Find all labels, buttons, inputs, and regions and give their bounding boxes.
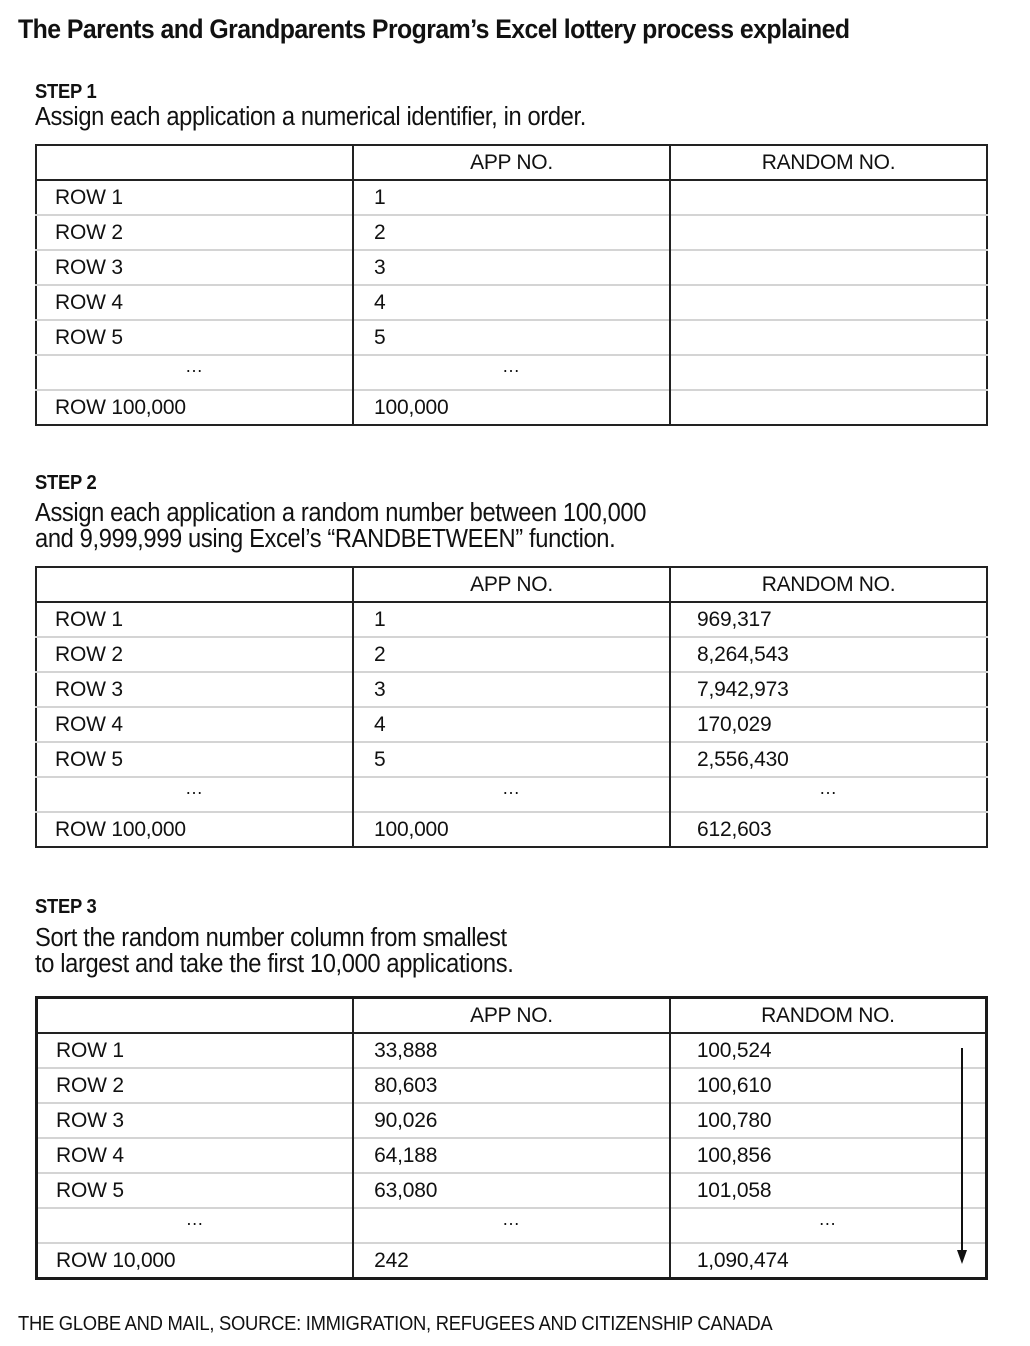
app-no-cell: … bbox=[353, 777, 670, 812]
random-no-cell: 2,556,430 bbox=[670, 742, 987, 777]
app-no-cell: … bbox=[353, 355, 670, 390]
step-1-description bbox=[35, 104, 586, 130]
row-label-cell: … bbox=[37, 1208, 354, 1243]
header-row-label bbox=[36, 145, 353, 180]
step-3-description-line: to largest and take the first 10,000 applications. bbox=[35, 950, 514, 978]
table-header-row bbox=[37, 998, 987, 1034]
step-3-description-line: Sort the random number column from smallest bbox=[35, 924, 507, 952]
table-row bbox=[36, 742, 987, 777]
random-no-cell: 969,317 bbox=[670, 602, 987, 637]
random-no-cell: 612,603 bbox=[670, 812, 987, 847]
random-no-cell bbox=[670, 355, 987, 390]
app-no-cell: 3 bbox=[353, 672, 670, 707]
table-row bbox=[37, 1033, 987, 1068]
row-label-cell: ROW 100,000 bbox=[36, 390, 353, 425]
row-label-cell: ROW 1 bbox=[55, 185, 123, 209]
app-no-cell: 63,080 bbox=[353, 1173, 670, 1208]
sort-ascending-arrow bbox=[955, 1048, 969, 1264]
header-random-no: RANDOM NO. bbox=[670, 145, 987, 180]
row-label-cell: ROW 5 bbox=[36, 742, 353, 777]
random-no-cell: 101,058 bbox=[670, 1173, 987, 1208]
app-no-cell: 33,888 bbox=[353, 1033, 670, 1068]
random-no-cell: 7,942,973 bbox=[670, 672, 987, 707]
app-no-cell: 2 bbox=[353, 215, 670, 250]
app-no-cell: 4 bbox=[353, 285, 670, 320]
table-row bbox=[37, 1173, 987, 1208]
random-no-cell: 1,090,474 bbox=[670, 1243, 987, 1279]
row-label-cell: ROW 10,000 bbox=[37, 1243, 354, 1279]
table-row bbox=[36, 390, 987, 425]
header-row-label bbox=[36, 567, 353, 602]
table-row bbox=[36, 672, 987, 707]
app-no-cell: 5 bbox=[353, 742, 670, 777]
app-no-cell: 1 bbox=[353, 180, 670, 215]
header-app-no: APP NO. bbox=[353, 145, 670, 180]
row-label-cell: ROW 4 bbox=[37, 1138, 354, 1173]
row-label-cell: ROW 2 bbox=[37, 1068, 354, 1103]
table-row bbox=[36, 320, 987, 355]
random-no-cell: 100,856 bbox=[670, 1138, 987, 1173]
app-no-cell: 90,026 bbox=[353, 1103, 670, 1138]
table-row bbox=[36, 285, 987, 320]
app-no-cell: 100,000 bbox=[353, 390, 670, 425]
header-random-no: RANDOM NO. bbox=[670, 998, 987, 1034]
random-no-cell bbox=[670, 320, 987, 355]
table-row bbox=[37, 1138, 987, 1173]
row-label-cell: ROW 2 bbox=[36, 215, 353, 250]
header-app-no: APP NO. bbox=[353, 567, 670, 602]
row-label-cell: ROW 1 bbox=[55, 607, 123, 631]
row-label-cell: ROW 3 bbox=[36, 672, 353, 707]
table-row bbox=[37, 1068, 987, 1103]
arrow-down-icon bbox=[955, 1048, 969, 1264]
row-label-cell: ROW 5 bbox=[37, 1173, 354, 1208]
random-no-cell bbox=[670, 180, 987, 215]
random-no-cell bbox=[670, 215, 987, 250]
table-row bbox=[36, 707, 987, 742]
table-row bbox=[36, 637, 987, 672]
row-label-cell: ROW 1 bbox=[56, 1038, 124, 1062]
step-2-label: STEP 2 bbox=[35, 472, 97, 494]
header-app-no: APP NO. bbox=[353, 998, 670, 1034]
table-row bbox=[36, 180, 987, 215]
random-no-cell: … bbox=[670, 777, 987, 812]
step-2-description-line: Assign each application a random number between 100,000 bbox=[35, 499, 647, 527]
table-row bbox=[37, 1103, 987, 1138]
table-row bbox=[36, 250, 987, 285]
random-no-cell: … bbox=[670, 1208, 987, 1243]
table-row bbox=[36, 812, 987, 847]
row-label-cell: … bbox=[36, 355, 353, 390]
random-no-cell: 100,610 bbox=[670, 1068, 987, 1103]
table-header-row bbox=[36, 145, 987, 180]
page-title: The Parents and Grandparents Program’s Excel lottery process explained bbox=[18, 14, 850, 44]
random-no-cell bbox=[670, 250, 987, 285]
table-row bbox=[36, 215, 987, 250]
app-no-cell: 2 bbox=[353, 637, 670, 672]
random-no-cell: 100,780 bbox=[670, 1103, 987, 1138]
header-random-no: RANDOM NO. bbox=[670, 567, 987, 602]
random-no-cell: 170,029 bbox=[670, 707, 987, 742]
random-no-cell: 100,524 bbox=[670, 1033, 987, 1068]
row-label-cell: ROW 4 bbox=[36, 707, 353, 742]
table-row bbox=[37, 1208, 987, 1243]
step-1-label: STEP 1 bbox=[35, 81, 97, 103]
row-label-cell: ROW 3 bbox=[37, 1103, 354, 1138]
app-no-cell: 242 bbox=[353, 1243, 670, 1279]
row-label-cell: ROW 3 bbox=[36, 250, 353, 285]
row-label-cell: ROW 2 bbox=[36, 637, 353, 672]
app-no-cell: 80,603 bbox=[353, 1068, 670, 1103]
app-no-cell: 4 bbox=[353, 707, 670, 742]
step-3-label: STEP 3 bbox=[35, 896, 97, 918]
app-no-cell: … bbox=[353, 1208, 670, 1243]
app-no-cell: 3 bbox=[353, 250, 670, 285]
step-2-description-line: and 9,999,999 using Excel’s “RANDBETWEEN” function. bbox=[35, 525, 616, 553]
app-no-cell: 64,188 bbox=[353, 1138, 670, 1173]
row-label-cell: ROW 100,000 bbox=[36, 812, 353, 847]
table-row bbox=[36, 602, 987, 637]
row-label-cell: … bbox=[36, 777, 353, 812]
table-header-row bbox=[36, 567, 987, 602]
random-no-cell: 8,264,543 bbox=[670, 637, 987, 672]
table-row bbox=[36, 355, 987, 390]
table-row bbox=[37, 1243, 987, 1279]
source-credit: THE GLOBE AND MAIL, SOURCE: IMMIGRATION, REFUGEES AND CITIZENSHIP CANADA bbox=[18, 1313, 773, 1335]
step-2-table bbox=[35, 566, 988, 848]
step-2-description bbox=[35, 500, 646, 552]
step-1-table bbox=[35, 144, 988, 426]
header-row-label bbox=[37, 998, 354, 1034]
app-no-cell: 1 bbox=[353, 602, 670, 637]
app-no-cell: 5 bbox=[353, 320, 670, 355]
app-no-cell: 100,000 bbox=[353, 812, 670, 847]
random-no-cell bbox=[670, 390, 987, 425]
table-row bbox=[36, 777, 987, 812]
random-no-cell bbox=[670, 285, 987, 320]
step-3-description bbox=[35, 925, 513, 977]
row-label-cell: ROW 5 bbox=[36, 320, 353, 355]
row-label-cell: ROW 4 bbox=[36, 285, 353, 320]
step-1-description-line: Assign each application a numerical identifier, in order. bbox=[35, 103, 586, 131]
step-3-table bbox=[35, 996, 988, 1280]
